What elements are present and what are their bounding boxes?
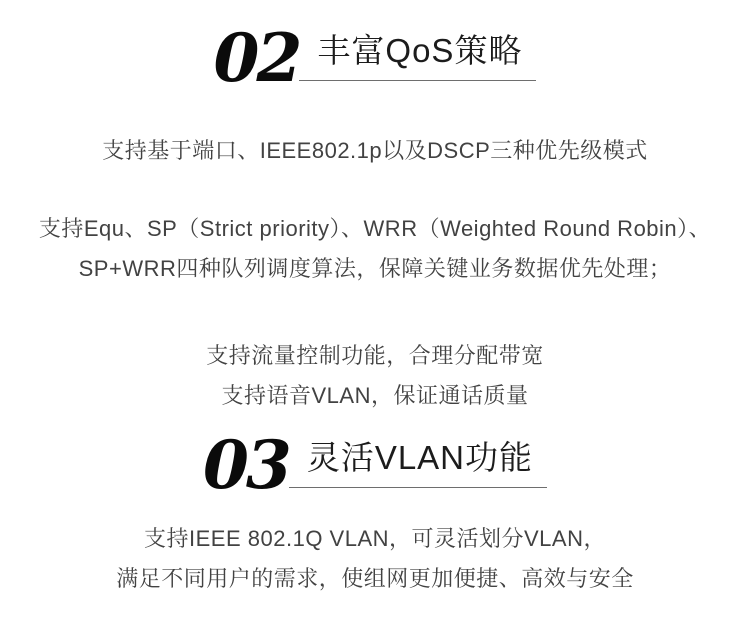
- paragraph-line: 满足不同用户的需求，使组网更加便捷、高效与安全: [116, 566, 634, 591]
- paragraph-line: 支持Equ、SP（Strict priority）、WRR（Weighted Round Robin）、: [38, 216, 712, 241]
- section-02-number: 02: [213, 19, 300, 97]
- section-02-title-underline: [299, 25, 536, 81]
- section-03-heading: [0, 426, 750, 504]
- section-03-title-underline: [289, 432, 547, 488]
- section-03-title: 灵活VLAN功能: [306, 439, 534, 476]
- qos-flow-control-paragraph: [0, 336, 750, 416]
- section-03-number: 03: [202, 426, 289, 504]
- paragraph-line: SP+WRR四种队列调度算法，保障关键业务数据优先处理；: [78, 256, 672, 281]
- section-02-heading: [0, 19, 750, 97]
- qos-queue-scheduling-paragraph: [0, 209, 750, 289]
- qos-priority-modes-paragraph: [0, 131, 750, 171]
- vlan-description-paragraph: [0, 519, 750, 599]
- section-02-title: 丰富QoS策略: [317, 32, 523, 69]
- paragraph-line: 支持流量控制功能，合理分配带宽: [206, 343, 544, 368]
- paragraph-line: 支持基于端口、IEEE802.1p以及DSCP三种优先级模式: [102, 138, 648, 163]
- paragraph-line: 支持语音VLAN，保证通话质量: [221, 383, 529, 408]
- paragraph-line: 支持IEEE 802.1Q VLAN，可灵活划分VLAN，: [144, 526, 606, 551]
